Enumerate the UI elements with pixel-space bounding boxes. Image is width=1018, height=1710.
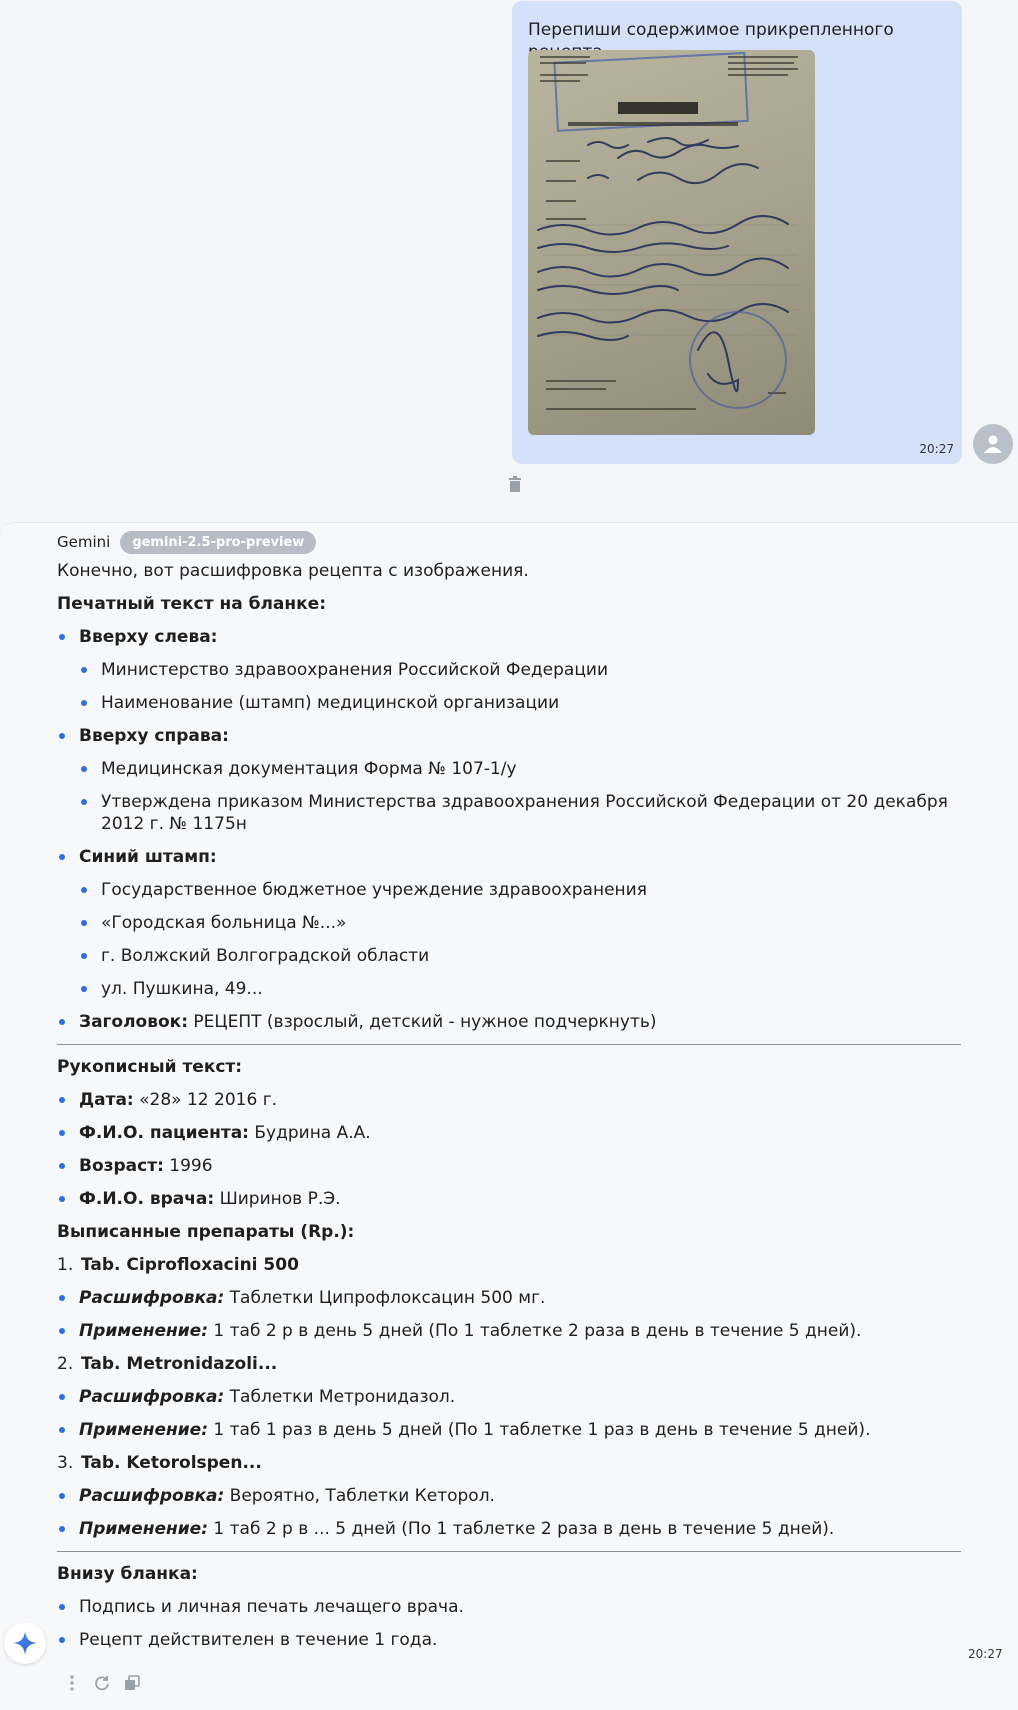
list-item: Рецепт действителен в течение 1 года. bbox=[57, 1629, 961, 1651]
model-badge: gemini-2.5-pro-preview bbox=[120, 531, 316, 554]
bottom-heading: Внизу бланка: bbox=[57, 1564, 198, 1584]
user-avatar-icon[interactable] bbox=[973, 424, 1013, 464]
usage-value: 1 таб 2 р в день 5 дней (По 1 таблетке 2 раза в день в течение 5 дней). bbox=[208, 1321, 862, 1341]
drug-details bbox=[57, 1386, 961, 1441]
field-label: Ф.И.О. врача: bbox=[79, 1189, 215, 1209]
decode-label: Расшифровка: bbox=[79, 1387, 225, 1407]
usage-label: Применение: bbox=[79, 1420, 208, 1440]
decode-value: Таблетки Ципрофлоксацин 500 мг. bbox=[224, 1288, 546, 1308]
decode-label: Расшифровка: bbox=[79, 1288, 225, 1308]
list-item bbox=[57, 1155, 961, 1177]
trash-icon[interactable] bbox=[508, 476, 524, 494]
usage-label: Применение: bbox=[79, 1321, 208, 1341]
usage-value: 1 таб 2 р в ... 5 дней (По 1 таблетке 2 раза в день в течение 5 дней). bbox=[208, 1519, 835, 1539]
list-item bbox=[57, 846, 961, 1000]
list-item: Медицинская документация Форма № 107-1/у bbox=[79, 758, 961, 780]
decode-label: Расшифровка: bbox=[79, 1486, 225, 1506]
assistant-answer bbox=[57, 560, 961, 1662]
list-item bbox=[57, 1419, 961, 1441]
title-value: РЕЦЕПТ (взрослый, детский - нужное подчеркнуть) bbox=[188, 1012, 657, 1032]
drug-item bbox=[57, 1254, 961, 1276]
usage-value: 1 таб 1 раз в день 5 дней (По 1 таблетке 1 раз в день в течение 5 дней). bbox=[208, 1420, 871, 1440]
drug-item bbox=[57, 1353, 961, 1375]
gemini-sparkle-icon bbox=[4, 1622, 46, 1664]
drug-name: Tab. Ciprofloxacini 500 bbox=[81, 1255, 299, 1275]
list-item: Государственное бюджетное учреждение здравоохранения bbox=[79, 879, 961, 901]
drug-details bbox=[57, 1287, 961, 1342]
field-value: 1996 bbox=[163, 1156, 213, 1176]
list-item: Подпись и личная печать лечащего врача. bbox=[57, 1596, 961, 1618]
title-label: Заголовок: bbox=[79, 1012, 189, 1032]
list-item bbox=[57, 1518, 961, 1540]
list-item bbox=[57, 1011, 961, 1033]
printed-list bbox=[57, 626, 961, 1033]
list-item bbox=[57, 1089, 961, 1111]
group-label: Вверху слева: bbox=[79, 627, 218, 647]
group-label: Вверху справа: bbox=[79, 726, 229, 746]
usage-label: Применение: bbox=[79, 1519, 208, 1539]
prescription-photo-drawing bbox=[528, 50, 815, 435]
sub-list bbox=[79, 758, 961, 835]
list-item: «Городская больница №...» bbox=[79, 912, 961, 934]
decode-value: Таблетки Метронидазол. bbox=[224, 1387, 456, 1407]
drugs-heading: Выписанные препараты (Rp.): bbox=[57, 1222, 355, 1242]
field-value: Будрина А.А. bbox=[248, 1123, 371, 1143]
field-value: Ширинов Р.Э. bbox=[214, 1189, 341, 1209]
list-item bbox=[57, 1320, 961, 1342]
drug-item bbox=[57, 1452, 961, 1474]
list-item: Наименование (штамп) медицинской организации bbox=[79, 692, 961, 714]
divider bbox=[57, 1044, 961, 1045]
list-item bbox=[57, 1386, 961, 1408]
drug-name: Tab. Metronidazoli... bbox=[81, 1354, 278, 1374]
field-label: Возраст: bbox=[79, 1156, 164, 1176]
intro-text: Конечно, вот расшифровка рецепта с изображения. bbox=[57, 561, 529, 581]
user-message-time: 20:27 bbox=[919, 442, 954, 456]
drug-number: 1. bbox=[57, 1255, 74, 1275]
prescription-photo[interactable] bbox=[528, 50, 815, 435]
list-item: Министерство здравоохранения Российской Федерации bbox=[79, 659, 961, 681]
decode-value: Вероятно, Таблетки Кеторол. bbox=[224, 1486, 495, 1506]
copy-icon[interactable] bbox=[124, 1674, 140, 1692]
regenerate-icon[interactable] bbox=[94, 1674, 110, 1692]
list-item: ул. Пушкина, 49... bbox=[79, 978, 961, 1000]
list-item bbox=[57, 1188, 961, 1210]
sub-list bbox=[79, 879, 961, 1000]
list-item bbox=[57, 1287, 961, 1309]
field-value: «28» 12 2016 г. bbox=[133, 1090, 278, 1110]
list-item bbox=[57, 626, 961, 714]
bottom-list bbox=[57, 1596, 961, 1651]
user-message-text: Перепиши содержимое прикрепленного bbox=[528, 20, 894, 40]
list-item: Утверждена приказом Министерства здравоохранения Российской Федерации от 20 декабря 2012 г. № 1175н bbox=[79, 791, 961, 835]
handwritten-heading: Рукописный текст: bbox=[57, 1057, 243, 1077]
list-item bbox=[57, 725, 961, 835]
drug-details bbox=[57, 1485, 961, 1540]
divider bbox=[57, 1551, 961, 1552]
list-item bbox=[57, 1122, 961, 1144]
assistant-header bbox=[57, 529, 316, 555]
sub-list bbox=[79, 659, 961, 714]
drug-number: 3. bbox=[57, 1453, 74, 1473]
field-label: Ф.И.О. пациента: bbox=[79, 1123, 249, 1143]
drug-number: 2. bbox=[57, 1354, 74, 1374]
handwritten-list bbox=[57, 1089, 961, 1210]
message-actions bbox=[64, 1674, 140, 1692]
assistant-name: Gemini bbox=[57, 533, 111, 551]
list-item bbox=[57, 1485, 961, 1507]
group-label: Синий штамп: bbox=[79, 847, 217, 867]
field-label: Дата: bbox=[79, 1090, 134, 1110]
more-options-icon[interactable] bbox=[64, 1674, 80, 1692]
drug-name: Tab. Ketorolspen... bbox=[81, 1453, 262, 1473]
printed-heading: Печатный текст на бланке: bbox=[57, 594, 327, 614]
list-item: г. Волжский Волгоградской области bbox=[79, 945, 961, 967]
user-message-bubble bbox=[512, 1, 962, 464]
assistant-message-time: 20:27 bbox=[968, 1647, 1003, 1661]
